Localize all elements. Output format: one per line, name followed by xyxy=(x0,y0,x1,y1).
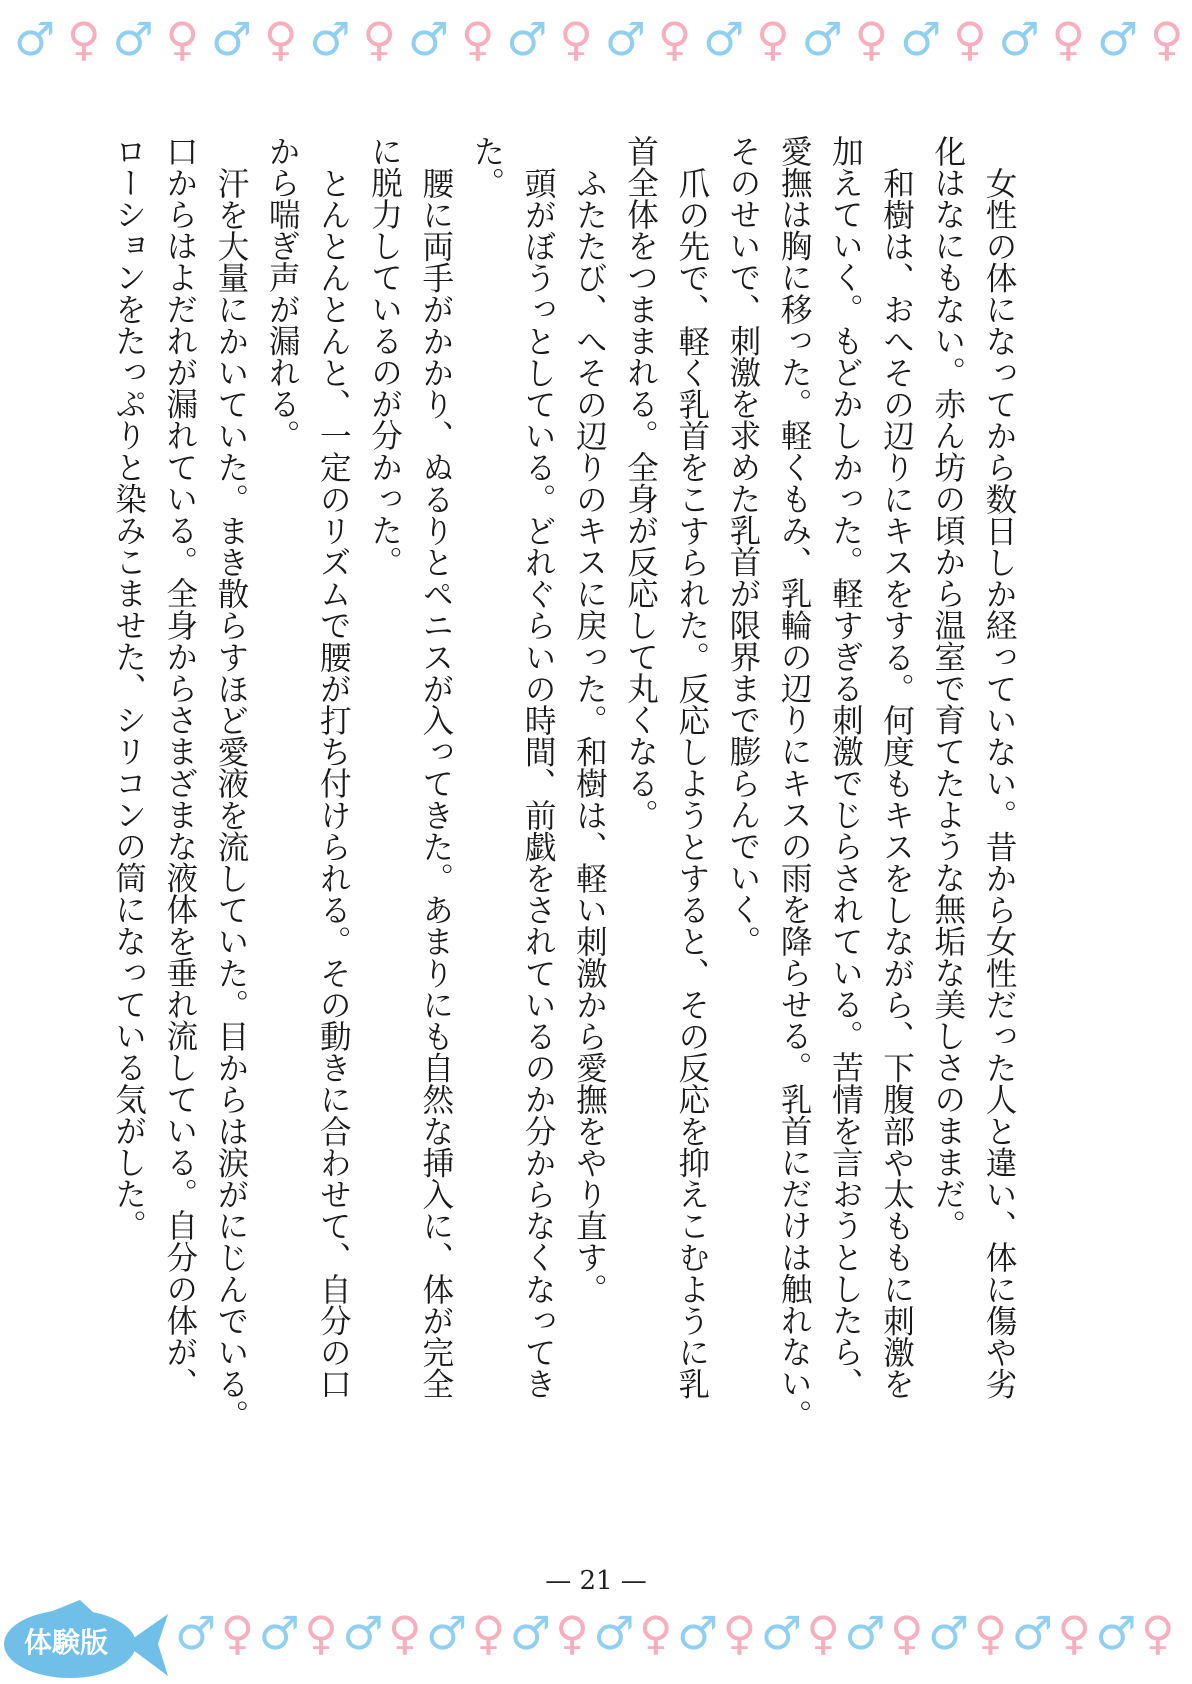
male-symbol-icon: ♂ xyxy=(1096,12,1139,66)
male-symbol-icon: ♂ xyxy=(703,12,745,66)
female-symbol-icon: ♀ xyxy=(953,12,987,66)
male-symbol-icon: ♂ xyxy=(998,12,1040,66)
text-line: 加えていく。もどかしかった。軽すぎる刺激でじらされている。苦情を言おうとしたら、 xyxy=(827,135,864,1399)
page-number: — 21 — xyxy=(545,1566,647,1596)
female-symbol-icon: ♀ xyxy=(1141,1606,1175,1660)
male-symbol-icon: ♂ xyxy=(844,1606,886,1660)
text-line: 爪の先で、軽く乳首をこすられた。反応しようとすると、その反応を抑えこむように乳 xyxy=(673,166,710,1399)
male-symbol-icon: ♂ xyxy=(210,12,253,66)
female-symbol-icon: ♀ xyxy=(1057,1606,1092,1660)
text-line: ふたたび、へその辺りのキスに戻った。和樹は、軽い刺激から愛撫をやり直す。 xyxy=(571,166,608,1305)
female-symbol-icon: ♀ xyxy=(67,12,101,66)
body-text xyxy=(102,135,1024,1431)
text-line: 女性の体になってから数日しか経っていない。昔から女性だった人と違い、体に傷や劣 xyxy=(981,166,1017,1399)
female-symbol-icon: ♀ xyxy=(471,1606,506,1660)
male-symbol-icon: ♂ xyxy=(900,12,942,66)
male-symbol-icon: ♂ xyxy=(258,1606,300,1660)
text-line: から喘ぎ声が漏れる。 xyxy=(264,135,301,451)
female-symbol-icon: ♀ xyxy=(555,1606,589,1660)
female-symbol-icon: ♀ xyxy=(756,12,790,66)
male-symbol-icon: ♂ xyxy=(407,12,450,66)
trial-version-badge: 体験版 xyxy=(24,1626,109,1659)
text-line: 口からはよだれが漏れている。全身からさまざまな液体を垂れ流している。自分の体が、 xyxy=(161,135,198,1399)
male-symbol-icon: ♂ xyxy=(593,1606,635,1660)
text-line: た。 xyxy=(468,135,505,199)
female-symbol-icon: ♀ xyxy=(1149,12,1184,66)
text-line: 頭がぼうっとしている。どれぐらいの時間、前戯をされているのか分からなくなってき xyxy=(520,166,557,1399)
male-symbol-icon: ♂ xyxy=(1011,1606,1053,1660)
male-symbol-icon: ♂ xyxy=(1095,1606,1137,1660)
male-symbol-icon: ♂ xyxy=(506,12,548,66)
text-line: 愛撫は胸に移った。軽くもみ、乳輪の辺りにキスの雨を降らせる。乳首にだけは触れない。 xyxy=(776,135,813,1431)
female-symbol-icon: ♀ xyxy=(220,1606,255,1660)
bottom-border-pattern xyxy=(175,1608,1175,1658)
text-line: 首全体をつままれる。全身が反応して丸くなる。 xyxy=(622,135,659,831)
female-symbol-icon: ♀ xyxy=(387,1606,422,1660)
male-symbol-icon: ♂ xyxy=(112,12,154,66)
male-symbol-icon: ♂ xyxy=(509,1606,551,1660)
text-line: 化はなにもない。赤ん坊の頃から温室で育てたような無垢な美しさのままだ。 xyxy=(929,135,966,1241)
text-line: ローションをたっぷりと染みこませた、シリコンの筒になっている気がした。 xyxy=(110,135,147,1241)
female-symbol-icon: ♀ xyxy=(657,12,692,66)
top-border-pattern xyxy=(14,14,1184,64)
text-line: に脱力しているのが分かった。 xyxy=(366,135,403,578)
male-symbol-icon: ♂ xyxy=(14,12,56,66)
text-line: とんとんとんと、一定のリズムで腰が打ち付けられる。その動きに合わせて、自分の口 xyxy=(315,166,352,1399)
male-symbol-icon: ♂ xyxy=(342,1606,384,1660)
male-symbol-icon: ♂ xyxy=(604,12,646,66)
text-line: 和樹は、おへその辺りにキスをする。何度もキスをしながら、下腹部や太ももに刺激を xyxy=(878,166,915,1399)
male-symbol-icon: ♂ xyxy=(309,12,351,66)
text-line: 汗を大量にかいていた。まき散らすほど愛液を流していた。目からは涙がにじんでいる。 xyxy=(212,166,249,1431)
female-symbol-icon: ♀ xyxy=(806,1606,841,1660)
female-symbol-icon: ♀ xyxy=(722,1606,757,1660)
female-symbol-icon: ♀ xyxy=(889,1606,924,1660)
female-symbol-icon: ♀ xyxy=(304,1606,338,1660)
text-line: そのせいで、刺激を求めた乳首が限界まで膨らんでいく。 xyxy=(724,135,761,957)
female-symbol-icon: ♀ xyxy=(638,1606,673,1660)
female-symbol-icon: ♀ xyxy=(362,12,397,66)
female-symbol-icon: ♀ xyxy=(165,12,200,66)
text-line: 腰に両手がかかり、ぬるりとペニスが入ってきた。あまりにも自然な挿入に、体が完全 xyxy=(417,166,454,1399)
female-symbol-icon: ♀ xyxy=(460,12,495,66)
male-symbol-icon: ♂ xyxy=(426,1606,468,1660)
male-symbol-icon: ♂ xyxy=(928,1606,970,1660)
male-symbol-icon: ♂ xyxy=(760,1606,802,1660)
female-symbol-icon: ♀ xyxy=(973,1606,1008,1660)
female-symbol-icon: ♀ xyxy=(263,12,298,66)
female-symbol-icon: ♀ xyxy=(1051,12,1086,66)
female-symbol-icon: ♀ xyxy=(559,12,593,66)
male-symbol-icon: ♂ xyxy=(175,1606,217,1660)
female-symbol-icon: ♀ xyxy=(854,12,889,66)
male-symbol-icon: ♂ xyxy=(801,12,843,66)
male-symbol-icon: ♂ xyxy=(677,1606,719,1660)
